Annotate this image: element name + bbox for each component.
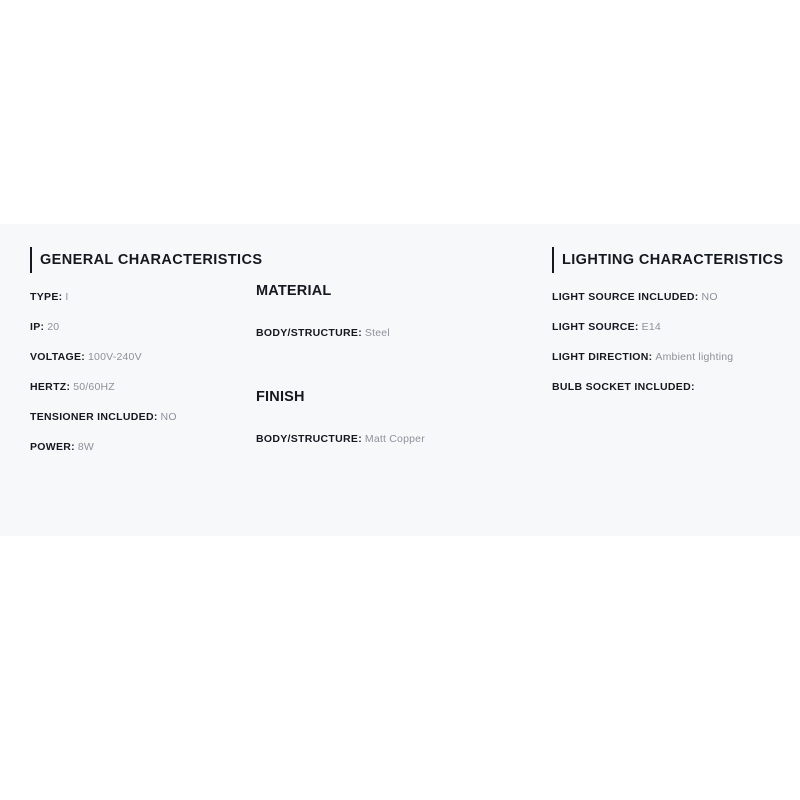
spec-row [256,432,536,446]
spec-value: E14 [641,321,661,333]
general-characteristics-heading: GENERAL CHARACTERISTICS [30,250,245,270]
spec-key: IP: [30,321,45,333]
spec-key: BODY/STRUCTURE: [256,327,362,339]
spec-row [256,326,536,340]
spec-value: 50/60HZ [73,381,115,393]
spec-key: LIGHT SOURCE INCLUDED: [552,291,699,303]
spec-key: HERTZ: [30,381,71,393]
spec-key: VOLTAGE: [30,351,86,363]
spec-key: LIGHT DIRECTION: [552,351,653,363]
spec-value: NO [160,411,177,423]
lighting-characteristics-column [552,250,782,394]
spec-key: POWER: [30,441,75,453]
specifications-panel [0,224,800,536]
spec-row [552,320,782,334]
spec-key: TYPE: [30,291,63,303]
material-finish-column [256,282,536,446]
spec-value: Steel [364,327,390,339]
spec-value: 8W [77,441,95,453]
material-heading: MATERIAL [256,283,332,299]
spec-row [30,440,245,454]
spec-value: Matt Copper [364,433,425,445]
spec-key: BODY/STRUCTURE: [256,433,362,445]
spec-value: 100V-240V [88,351,142,363]
spec-row [552,380,782,394]
spec-row [30,320,245,334]
spec-row [552,350,782,364]
spec-key: TENSIONER INCLUDED: [30,411,158,423]
spec-value: NO [701,291,718,303]
spec-value: 20 [47,321,60,333]
spec-row [30,350,245,364]
finish-heading: FINISH [256,389,305,405]
spec-row [30,290,245,304]
lighting-characteristics-heading: LIGHTING CHARACTERISTICS [552,250,782,270]
spec-key: LIGHT SOURCE: [552,321,639,333]
spec-value: Ambient lighting [655,351,734,363]
spec-row [30,380,245,394]
spec-value: I [65,291,69,303]
spec-row [552,290,782,304]
spec-key: BULB SOCKET INCLUDED: [552,381,695,393]
spec-row [30,410,245,424]
general-characteristics-column [30,250,263,454]
